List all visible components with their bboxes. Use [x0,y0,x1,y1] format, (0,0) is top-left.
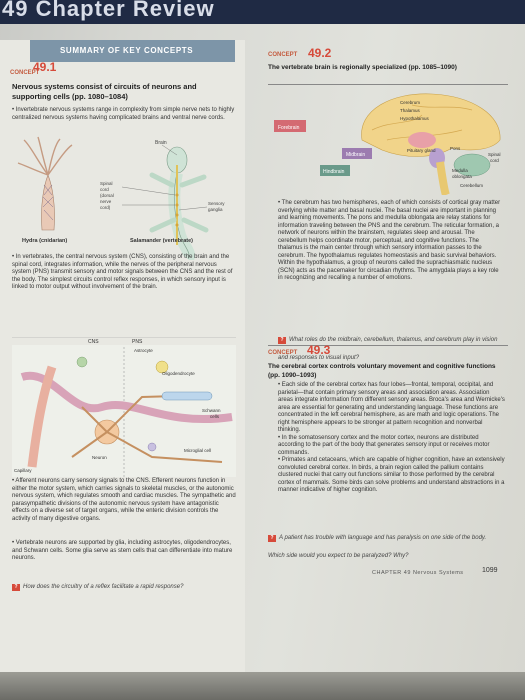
svg-text:Forebrain: Forebrain [278,125,300,131]
glia-neuron-figure [12,337,236,477]
spinal-cord-label: Spinal [100,181,113,186]
question-icon: ? [278,337,286,344]
svg-text:Schwann: Schwann [202,408,221,413]
concept-heading: Nervous systems consist of circuits of neurons and supporting cells (pp. 1080–1084) [12,82,197,101]
svg-text:nerve: nerve [100,199,112,204]
svg-text:ganglia: ganglia [208,207,223,212]
question-icon: ? [268,535,276,542]
svg-text:Pons: Pons [450,146,461,151]
divider [268,345,508,346]
page-bottom-shadow [0,672,525,700]
page-footer: CHAPTER 49 Nervous Systems [372,570,464,576]
concept-bullet: • Vertebrate neurons are supported by glia, including astrocytes, oligodendrocytes, and Schwann cells. Some glia serve as stem cells that can differentiate into mature neurons. [12,540,233,561]
concept-number: 49.1 [33,60,57,74]
concept-bullet: • Each side of the cerebral cortex has four lobes—frontal, temporal, occipital, and parietal—that contain primary sensory areas and association areas. Association areas integrate information from different sensory areas. Broca's area and Wernicke's area are essential for generating and understanding language. These functions are concentrated in the left cerebral hemisphere, as are math and logic operations. The right hemisphere appears to be stronger at pattern recognition and nonverbal thinking. [278,382,505,433]
svg-text:cord: cord [100,187,109,192]
concept-question: ? How does the circuitry of a reflex facilitate a rapid response? [12,575,237,593]
concept-question: ? What roles do the midbrain, cerebellum, thalamus, and cerebrum play in vision and responses to visual input? [278,337,498,361]
brain-regions-figure [262,90,512,195]
cns-label: CNS [88,339,99,345]
brain-label: Brain [155,140,167,146]
svg-text:Hindbrain: Hindbrain [323,169,345,175]
concept-bullet: • Invertebrate nervous systems range in complexity from simple nerve nets to highly centralized nervous systems having complicated brains and ventral nerve cords. [12,107,235,121]
concept-number: 49.2 [308,46,332,60]
svg-text:cord: cord [490,158,499,163]
concept-heading: The cerebral cortex controls voluntary movement and cognitive functions (pp. 1090–1093) [268,363,496,379]
svg-text:oblongata: oblongata [452,174,472,179]
svg-text:Cerebrum: Cerebrum [400,100,421,105]
svg-text:Neuron: Neuron [92,455,107,460]
svg-text:Hypothalamus: Hypothalamus [400,116,429,121]
page-number: 1099 [482,567,498,574]
concept-question: ? A patient has trouble with language and has paralysis on one side of the body. Which side would you expect to be paralyzed? Why? [268,535,487,559]
hydra-caption: Hydra (cnidarian) [22,238,68,244]
salamander-caption: Salamander (vertebrate) [130,238,193,244]
concept-tag: CONCEPT [268,52,298,58]
svg-text:cells: cells [210,414,220,419]
svg-text:Medulla: Medulla [452,168,468,173]
svg-text:Spinal: Spinal [488,152,501,157]
chapter-title: 49 Chapter Review [2,0,215,21]
svg-text:Microglial cell: Microglial cell [184,448,212,453]
hydra-illustration [18,137,72,230]
sensory-ganglia-label: Sensory [208,201,225,206]
svg-text:Thalamus: Thalamus [400,108,420,113]
divider [268,84,508,85]
svg-text:Midbrain: Midbrain [346,152,366,158]
pns-label: PNS [132,339,143,345]
chapter-header-bar [0,0,525,24]
concept-bullets [278,382,506,495]
concept-tag: CONCEPT [268,350,298,356]
svg-text:(dorsal: (dorsal [100,193,114,198]
concept-bullet: • The cerebrum has two hemispheres, each of which consists of cortical gray matter overlying white matter and basal nuclei. The basal nuclei are important in planning and learning movements. The pons and medulla oblongata are relay stations for information traveling between the PNS and the cerebrum. The reticular formation, a network of neurons within the brainstem, regulates sleep and arousal. The cerebellum helps coordinate motor, perceptual, and cognitive functions. The thalamus is the main center through which sensory information passes to the cerebrum. The hypothalamus regulates homeostasis and basic survival behaviors. Within the hypothalamus, a group of neurons called the suprachiasmatic nucleus (SCN) acts as the pacemaker for circadian rhythms. The amygdala plays a key role in recognizing and recalling a number of emotions. [278,200,501,281]
svg-text:Astrocyte: Astrocyte [134,348,153,353]
svg-text:cord): cord) [100,205,111,210]
concept-heading: The vertebrate brain is regionally specialized (pp. 1085–1090) [268,64,457,71]
concept-bullet: • In vertebrates, the central nervous system (CNS), consisting of the brain and the spinal cord, integrates information, while the nerves of the peripheral nervous system (PNS) transmit sensory and motor signals between the CNS and the rest of the body. The simplest circuits control reflex responses, in which sensory input is linked to motor output without involvement of the brain. [12,254,233,290]
svg-text:Cerebellum: Cerebellum [460,183,484,188]
concept-number: 49.3 [307,343,331,357]
summary-title: SUMMARY OF KEY CONCEPTS [30,40,235,62]
svg-text:Capillary: Capillary [14,468,32,473]
concept-bullet: • Afferent neurons carry sensory signals to the CNS. Efferent neurons function in either the motor system, which carries signals to skeletal muscles, or the autonomic nervous system, which regulates smooth and cardiac muscles. The sympathetic and parasympathetic divisions of the autonomic nervous system have antagonistic effects on a diverse set of target organs, while the enteric division controls the activity of many digestive organs. [12,478,236,522]
concept-bullet: • Primates and cetaceans, which are capable of higher cognition, have an extensively convoluted cerebral cortex. In birds, a brain region called the pallium contains clustered nuclei that carry out functions similar to those performed by the cerebral cortex of mammals. Some birds can solve problems and understand abstractions in a manner indicative of higher cognition. [278,457,505,493]
svg-text:Pituitary gland: Pituitary gland [407,148,436,153]
svg-text:Oligodendrocyte: Oligodendrocyte [162,371,195,376]
concept-bullet: • In the somatosensory cortex and the motor cortex, neurons are distributed according to the part of the body that generates sensory input or receives motor commands. [278,434,490,456]
concept-tag: CONCEPT [10,70,40,76]
question-icon: ? [12,584,20,591]
